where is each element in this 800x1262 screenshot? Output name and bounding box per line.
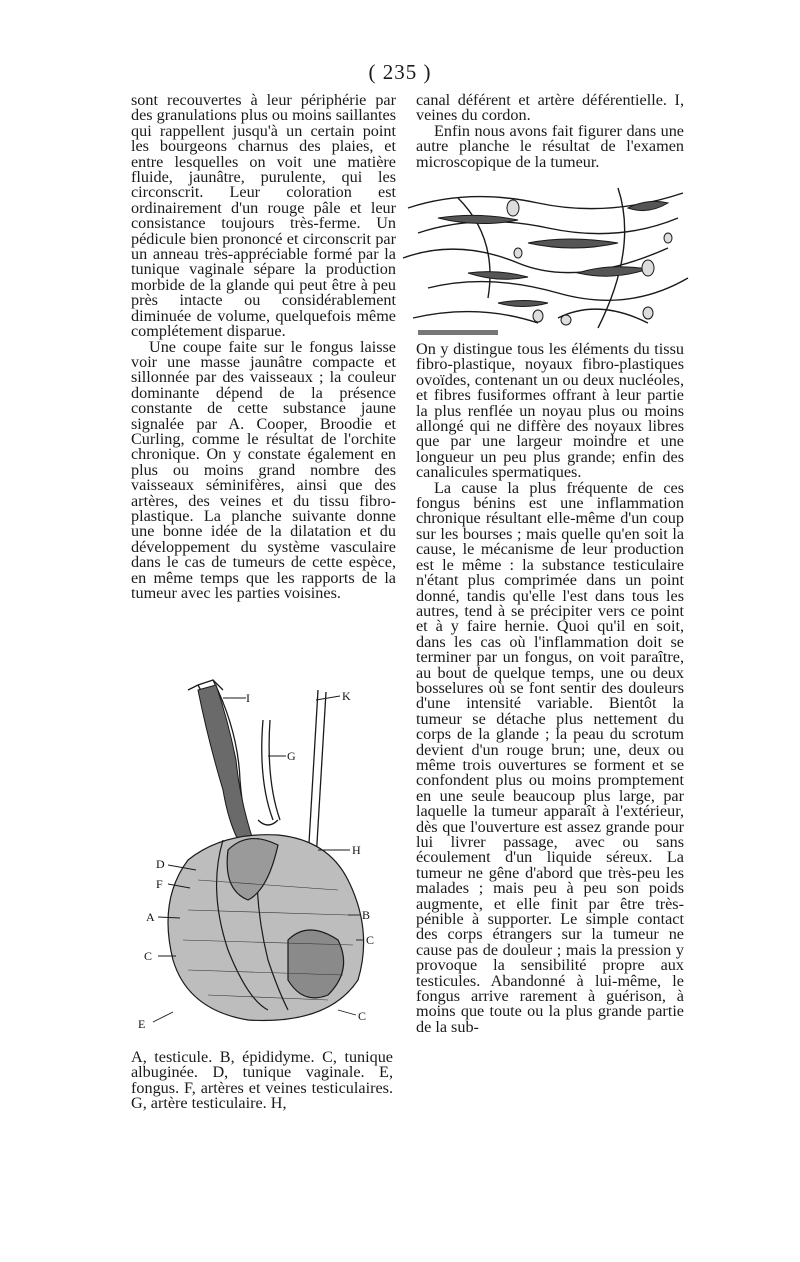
figure-label-b: B [362,908,371,922]
figure-caption: A, testicule. B, épididyme. C, tunique albuginée. D, tunique vaginale. E, fongus. F, artères et veines testiculaires. G, artère testiculaire. H, [131,1048,393,1113]
figure-label-c-left: C [144,949,153,963]
figure-label-d: D [156,857,165,871]
paragraph: sont recouvertes à leur périphérie par des granulations plus ou moins saillantes qui rappellent jusqu'à un certain point les bourgeons charnus des plaies, et entre lesquelles on voit une matière fluide, jaunâtre, purulente, qui les circonscrit. Leur coloration est ordinairement d'un rouge pâle et leur consistance toujours très-ferme. Un pédicule bien prononcé et circonscrit par un anneau très-appréciable formé par la tunique vaginale sépare la production morbide de la glande qui peut être à peu près intacte ou considérablement diminuée de volume, quelquefois même complétement disparue. [131,91,396,341]
paragraph: canal déférent et artère déférentielle. I, veines du cordon. [416,91,684,125]
figure-label-a: A [146,910,155,924]
paragraph: On y distingue tous les éléments du tissu fibro-plastique, noyaux fibro-plastiques ovoïdes, contenant un ou deux nucléoles, et fibres fusiformes offrant à leur partie la plus renflée un noyau plus ou moins allongé qui ne diffère des noyaux libres que par une largeur moindre et une longueur un peu plus grande; enfin des canalicules spermatiques. [416,340,684,482]
figure-label-e: E [138,1017,146,1031]
page-number: ( 235 ) [368,60,432,84]
right-text-column-top [416,93,684,170]
right-text-column-bottom [416,342,684,1035]
figure-label-g: G [287,749,296,763]
figure-label-k: K [342,689,351,703]
figure-label-c-right: C [366,933,375,947]
paragraph: La cause la plus fréquente de ces fongus bénins est une inflammation chronique résultant elle-même d'un coup sur les bourses ; mais quelle qu'en soit la cause, le mécanisme de leur production est le même : la substance testiculaire n'étant plus comprimée dans un point donné, tandis qu'elle l'est dans tous les autres, tend à se précipiter vers ce point et à y faire hernie. Quoi qu'il en soit, dans les cas où l'inflammation doit se terminer par un fongus, on voit paraître, au bout de quelque temps, une ou deux bosselures où se font sentir des douleurs d'une intensité variable. Bientôt la tumeur se détache plus nettement du corps de la glande ; la peau du scrotum devient d'un rouge brun; une, deux ou même trois ouvertures se forment et se confondent plus ou moins promptement en une seule beaucoup plus large, par laquelle la tumeur apparaît à l'extérieur, dès que l'ouverture est assez grande pour lui livrer passage, avec ou sans écoulement d'un liquide séreux. La tumeur ne gêne d'abord que très-peu les malades ; mais peu à peu son poids augmente, et elle finit par être très-pénible à supporter. Le simple contact des corps étrangers sur la tumeur ne cause pas de douleur ; mais la pression y provoque la sensibilité propre aux testicules. Abandonné à lui-même, le fongus arrive rarement à guérison, à moins que toute ou la plus grande partie de la sub- [416,478,684,1036]
paragraph: Enfin nous avons fait figurer dans une autre planche le résultat de l'examen microscopique de la tumeur. [416,121,684,171]
paragraph: Une coupe faite sur le fongus laisse voir une masse jaunâtre compacte et sillonnée par des vaisseaux ; la couleur dominante dépend de la présence constante de cette substance jaune signalée par A. Cooper, Broodie et Curling, comme le résultat de l'orchite chronique. On y constate également en plus ou moins grand nombre des vaisseaux séminifères, ainsi que des artères, des veines et du tissu fibro-plastique. La planche suivante donne une bonne idée de la dilatation et du développement du système vasculaire dans le cas de tumeurs de cette espèce, en même temps que les rapports de la tumeur avec les parties voisines. [131,337,396,602]
anatomical-illustration [128,660,390,1045]
figure-label-i: I [246,691,250,705]
figure-label-h: H [352,843,361,857]
figure-label-c-bottom: C [358,1009,367,1023]
figure-label-f: F [156,877,163,891]
microscopic-illustration [398,178,690,343]
left-text-column [131,93,396,601]
